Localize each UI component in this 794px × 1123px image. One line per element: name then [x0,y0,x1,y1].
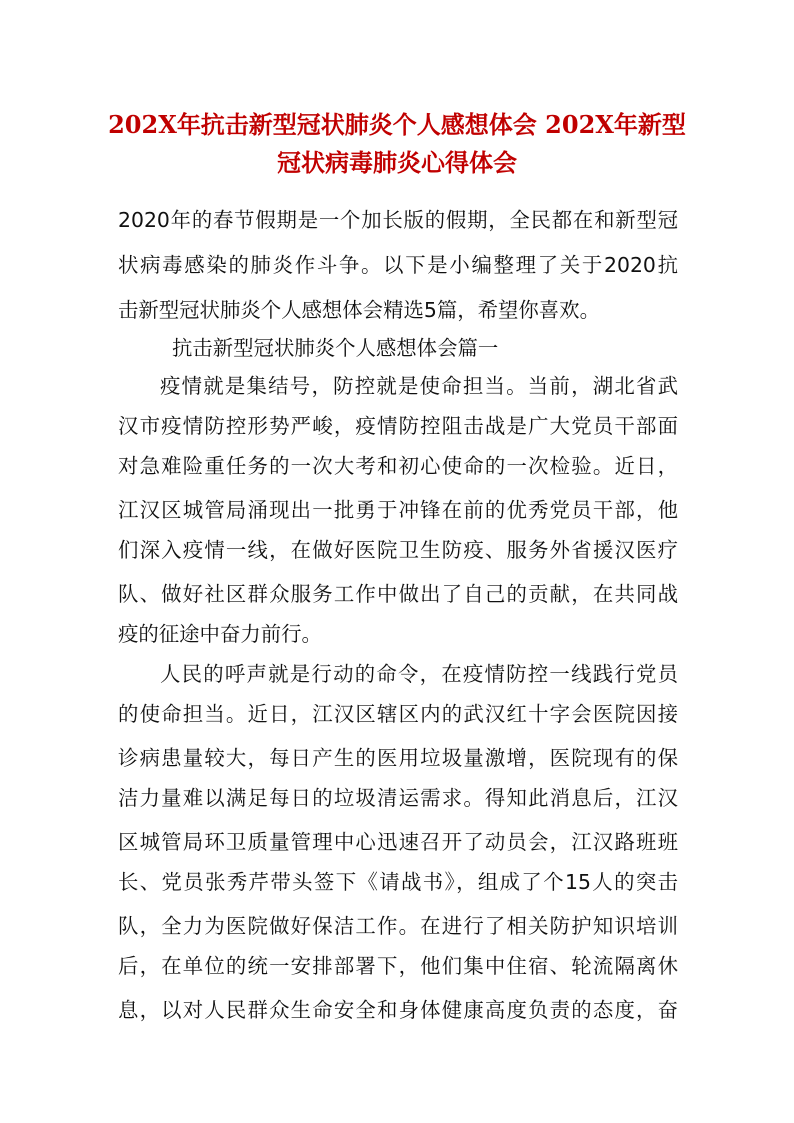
document-title-line-1: 202X年抗击新型冠状肺炎个人感想体会 202X年新型 [108,110,686,139]
intro-line: 击新型冠状肺炎个人感想体会精选5篇，希望你喜欢。 [118,298,600,322]
paragraph1-line: 疫的征途中奋力前行。 [118,622,322,646]
paragraph2-line: 洁力量难以满足每日的垃圾清运需求。得知此消息后，江汉 [118,786,678,810]
intro-line: 2020年的春节假期是一个加长版的假期，全民都在和新型冠 [118,208,678,232]
paragraph2-line: 队，全力为医院做好保洁工作。在进行了相关防护知识培训 [118,914,678,938]
paragraph1-line: 汉市疫情防控形势严峻，疫情防控阻击战是广大党员干部面 [118,414,678,438]
paragraph2-line: 长、党员张秀芹带头签下《请战书》，组成了个15人的突击 [118,870,678,894]
paragraph2-line: 人民的呼声就是行动的命令，在疫情防控一线践行党员 [160,662,678,686]
paragraph2-line: 诊病患量较大，每日产生的医用垃圾量激增，医院现有的保 [118,746,678,770]
paragraph1-line: 们深入疫情一线，在做好医院卫生防疫、服务外省援汉医疗 [118,538,678,562]
paragraph2-line: 区城管局环卫质量管理中心迅速召开了动员会，江汉路班班 [118,830,678,854]
paragraph2-line: 的使命担当。近日，江汉区辖区内的武汉红十字会医院因接 [118,702,678,726]
paragraph1-line: 队、做好社区群众服务工作中做出了自己的贡献，在共同战 [118,582,678,606]
paragraph1-line: 对急难险重任务的一次大考和初心使命的一次检验。近日， [118,454,678,478]
section-heading: 抗击新型冠状肺炎个人感想体会篇一 [172,336,499,360]
paragraph1-line: 江汉区城管局涌现出一批勇于冲锋在前的优秀党员干部，他 [118,498,678,522]
paragraph2-line: 后，在单位的统一安排部署下，他们集中住宿、轮流隔离休 [118,954,678,978]
paragraph1-line: 疫情就是集结号，防控就是使命担当。当前，湖北省武 [160,374,678,398]
intro-line: 状病毒感染的肺炎作斗争。以下是小编整理了关于2020抗 [118,253,678,277]
document-title-line-2: 冠状病毒肺炎心得体会 [277,148,517,177]
paragraph2-line: 息，以对人民群众生命安全和身体健康高度负责的态度，奋 [118,998,678,1022]
